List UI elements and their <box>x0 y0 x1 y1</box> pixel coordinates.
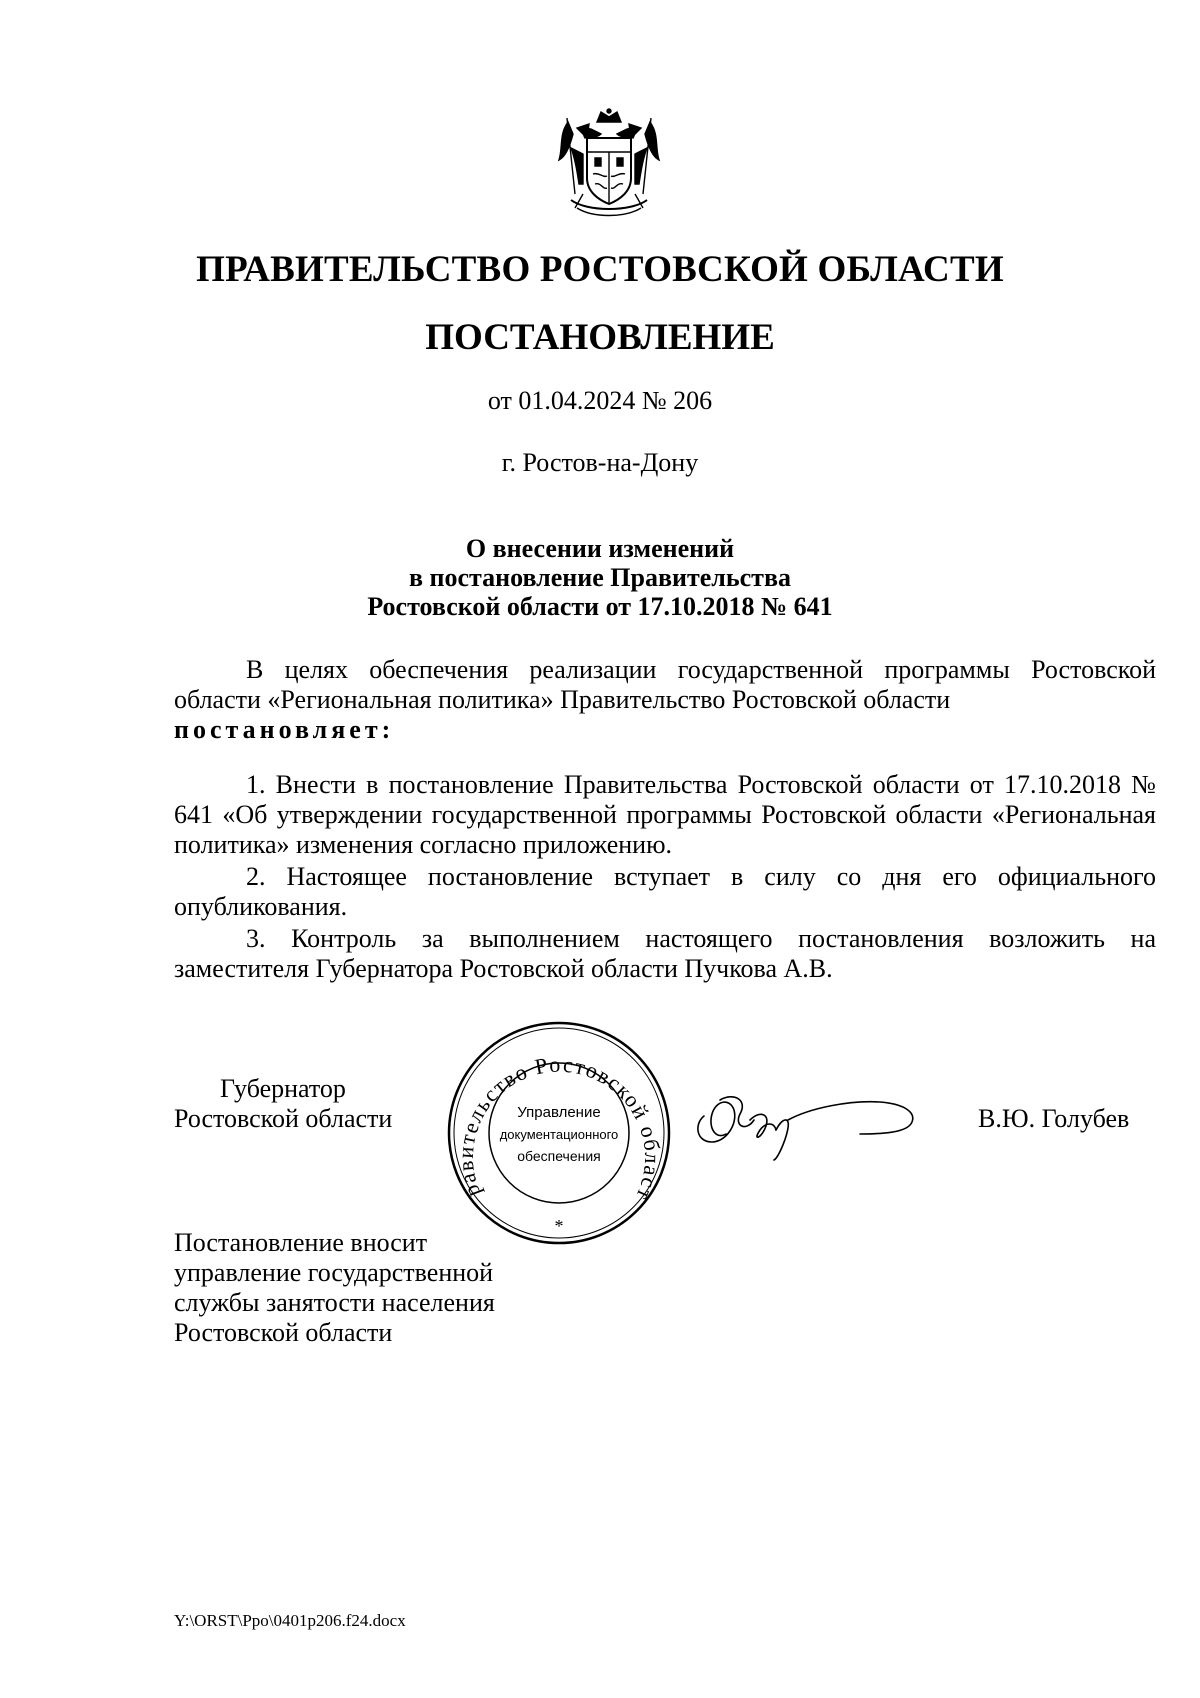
submitter-line: Ростовской области <box>174 1318 393 1347</box>
rostov-region-coat-of-arms-icon <box>557 108 661 222</box>
official-seal <box>446 1020 672 1246</box>
submitter-line: службы занятости населения <box>174 1288 495 1317</box>
signer-position-line: Ростовской области <box>174 1104 393 1133</box>
seal-center-line: обеспечения <box>517 1148 601 1164</box>
decree-word: постановляет: <box>174 715 395 744</box>
signer-name: В.Ю. Голубев <box>978 1104 1130 1133</box>
signer-position <box>174 1074 392 1134</box>
signer-position-line: Губернатор <box>220 1074 346 1103</box>
submitter-line: управление государственной <box>174 1258 494 1287</box>
document-subject <box>0 534 1200 621</box>
document-type: ПОСТАНОВЛЕНИЕ <box>425 317 775 358</box>
seal-center-line: Управление <box>517 1104 601 1121</box>
preamble-text: В целях обеспечения реализации государственной программы Ростовской области «Региональная политика» Правительство Ростовской области <box>174 655 1156 714</box>
decree-item: 3. Контроль за выполнением настоящего постановления возложить на заместителя Губернатора Ростовской области Пучкова А.В. <box>174 924 1156 983</box>
seal-center-line: документационного <box>499 1127 619 1142</box>
document-date-number: от 01.04.2024 № 206 <box>487 386 713 415</box>
submitter-line: Постановление вносит <box>174 1228 428 1257</box>
file-path: Y:\ORST\Ppo\0401p206.f24.docx <box>174 1611 406 1630</box>
preamble-paragraph <box>174 655 1156 745</box>
subject-line: в постановление Правительства <box>408 563 791 592</box>
subject-line: Ростовской области от 17.10.2018 № 641 <box>367 592 833 621</box>
decree-item: 1. Внести в постановление Правительства Ростовской области от 17.10.2018 № 641 «Об утверждении государственной программы Ростовской области «Региональная политика» изменения согласно приложению. <box>174 770 1156 859</box>
decree-item: 2. Настоящее постановление вступает в силу со дня его официального опубликования. <box>174 862 1156 921</box>
handwritten-signature <box>690 1080 930 1170</box>
document-city: г. Ростов-на-Дону <box>501 448 699 477</box>
seal-star: * <box>554 1216 564 1236</box>
seal-ring-text: равительство Ростовской област <box>452 1051 666 1206</box>
organization-title: ПРАВИТЕЛЬСТВО РОСТОВСКОЙ ОБЛАСТИ <box>196 249 1004 290</box>
submitter-note <box>174 1228 495 1348</box>
subject-line: О внесении изменений <box>465 534 735 563</box>
